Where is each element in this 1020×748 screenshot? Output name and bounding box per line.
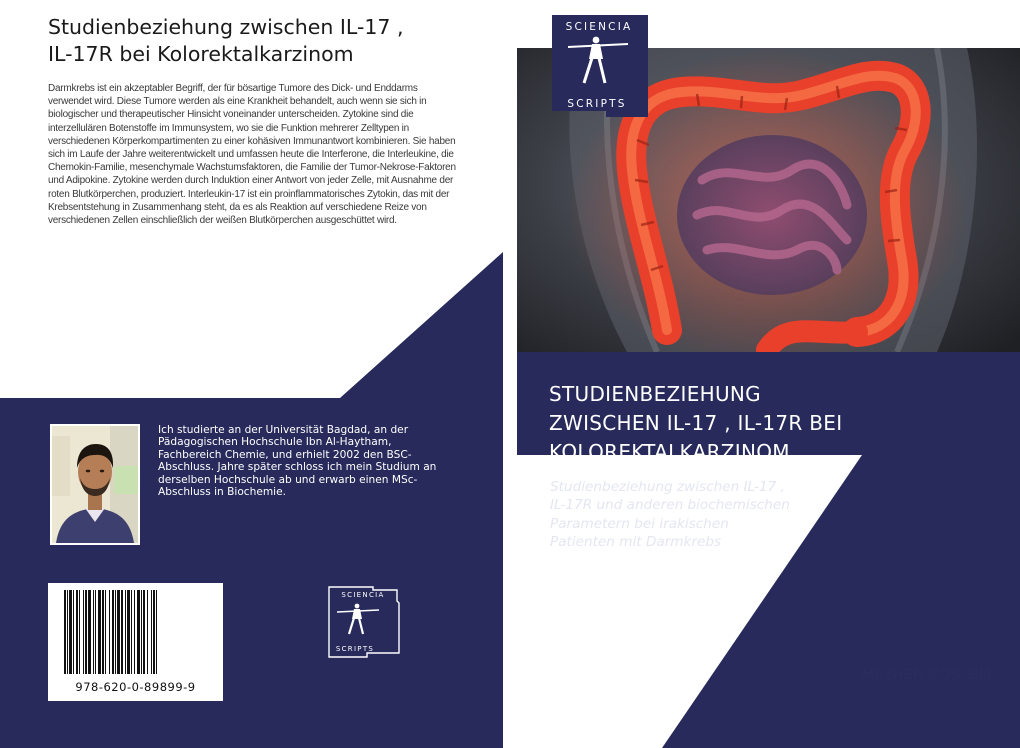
front-subtitle-line-4: Patienten mit Darmkrebs [550,534,722,551]
front-subtitle-line-1: Studienbeziehung zwischen IL-17 , [550,479,785,495]
front-title-line-2: ZWISCHEN IL-17 , IL-17R BEI [549,411,843,435]
back-logo-top-text: SCIENCIA [341,591,385,599]
front-title-line-3: KOLOREKTALKARZINOM [549,440,790,464]
front-subtitle-line-3: Parametern bei irakischen [550,515,729,532]
back-publisher-logo [323,585,403,660]
author-name: MEZHER MOSLEM [862,667,991,683]
front-logo-top-text: SCIENCIA [565,21,633,33]
front-publisher-logo [550,15,648,117]
book-description: Darmkrebs ist ein akzeptabler Begriff, der für bösartige Tumore des Dick- und Enddarms verwendet wird. Diese Tumore werden als eine Krankheit behandelt, auch wenn sie sich in biologischer und therapeutischer Hinsicht voneinander unterscheiden. Zytokine sind die interzellulären Botenstoffe im Immunsystem, wo sie die Funktion mehrerer Zelltypen in verschiedenen Körperkompartimenten zu einer kohäsiven Immunantwort kombinieren. Sie haben sich im Laufe der Jahre weiterentwickelt und umfassen heute die Interferone, die Interleukine, die Chemokin-Familie, mesenchymale Wachstumsfaktoren, die Familie der Tumor-Nekrose-Faktoren und Adipokine. Zytokine werden durch Induktion einer Antwort von jeder Zelle, mit Ausnahme der roten Blutkörperchen, produziert. Interleukin-17 ist ein proinflammatorisches Zytokin, das mit der Krebsentstehung in Zusammenhang steht, da es als Reaktion auf verschiedene Reize von verschiedenen Zellen einschließlich der weißen Blutkörperchen ausgeschüttet wird. [48,83,456,227]
back-title-line-2: IL-17R bei Kolorektalkarzinom [48,42,354,66]
back-logo-bottom-text: SCRIPTS [335,645,375,653]
book-spine [503,0,517,748]
front-logo-bottom-text: SCRIPTS [567,98,627,110]
isbn-number: 978-620-0-89899-9 [75,680,196,694]
author-photo [50,424,140,545]
author-biography: Ich studierte an der Universität Bagdad, an der Pädagogischen Hochschule Ibn Al-Haytham, Fachbereich Chemie, und erhielt 2002 den BSC-Abschluss. Jahre später schloss ich mein Studium an derselben Hochschule ab und erwarb einen MSc-Abschluss in Biochemie. [158,424,437,499]
isbn-barcode [48,583,223,701]
front-subtitle-line-2: IL-17R und anderen biochemischen [550,497,790,514]
front-cover [517,0,1020,748]
back-cover [0,0,503,748]
front-title-line-1: STUDIENBEZIEHUNG [549,382,761,406]
front-cover-title [549,380,989,467]
front-cover-subtitle [550,478,910,552]
back-logo-figure [337,604,379,634]
back-cover-title [48,14,488,68]
back-title-line-1: Studienbeziehung zwischen IL-17 , [48,15,404,39]
